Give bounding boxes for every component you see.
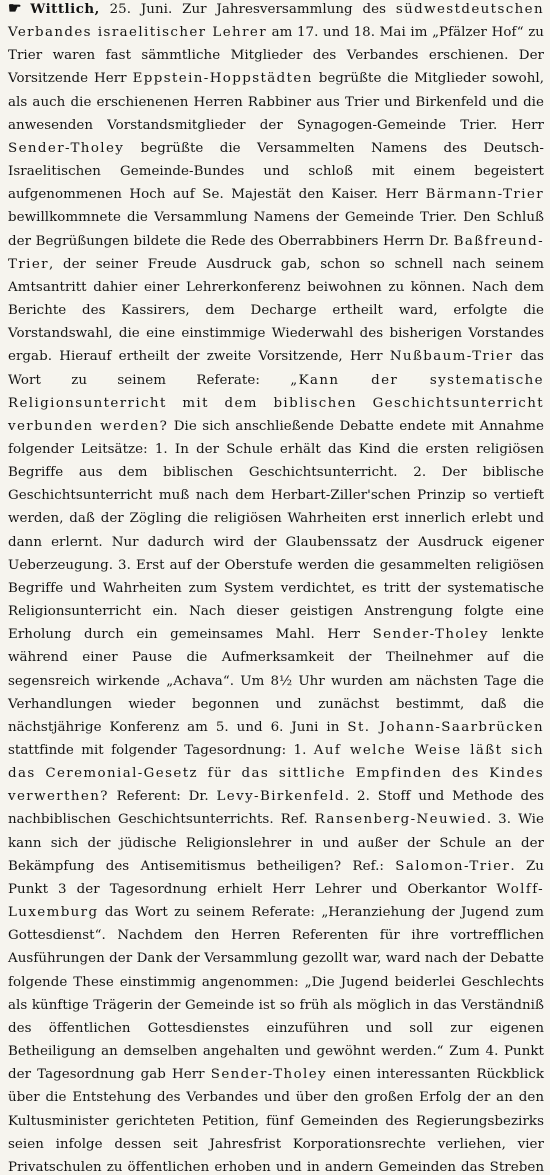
agenda-topic: Auf welche Weise läßt sich das Ceremonial-Gesetz für das sittliche Empfinden des Kindes verwerthen?	[8, 743, 544, 805]
article-text: begrüßte die Versammelten Namens des Deutsch-Israelitischen Gemeinde-Bundes und schloß mit einem begeistert aufgenommenen Hoch auf Se. Majestät den Kaiser. Herr	[8, 140, 544, 203]
person-name: Sender-Tholey	[8, 140, 125, 156]
article-text: lenkte während einer Pause die Aufmerksamkeit der Theilnehmer auf die segensreich wirkende „Achava“. Um 8½ Uhr wurden am nächsten Tage die Verhandlungen wieder begonnen und zunächst bestimmt, daß die nächstjährige Konferenz am 5. und 6. Juni in	[8, 627, 544, 735]
person-name: Baßfreund-Trier	[8, 233, 544, 272]
article-text: . 3. Wie kann sich der jüdische Religionslehrer in und außer der Schule an der Bekämpfung des Antisemitismus betheiligen? Ref.:	[8, 812, 544, 874]
person-name: Wolff-Luxemburg	[8, 881, 544, 921]
conference-location: St. Johann-Saarbrücken	[347, 719, 544, 735]
person-name: Ransenberg-Neuwied	[314, 812, 487, 828]
association-name: südwestdeutschen Verbandes israelitischer Lehrer	[8, 2, 544, 41]
person-name: Bärmann-Trier	[425, 187, 544, 203]
article-text: einen interessanten Rückblick über die Entstehung des Verbandes und über den großen Erfolg der an den Kultusminister gerichteten Petition, fünf Gemeinden des Regierungsbezirks seien infolge dessen seit Jahresfrist Korporationsrechte verliehen, vier Privatschulen zu öffentlichen erhoben und in andern Gemeinden das Streben	[8, 1067, 544, 1175]
article-text: . Zu Punkt 3 der Tagesordnung erhielt Herr Lehrer und Oberkantor	[8, 858, 544, 897]
article-text: stattfinde mit folgender Tagesordnung: 1.	[8, 743, 314, 758]
person-name: Eppstein-Hoppstädten	[132, 71, 313, 87]
pointing-hand-icon: ☛	[8, 0, 21, 17]
article-text: Die sich anschließende Debatte endete mit Annahme folgender Leitsätze: 1. In der Schule erhält das Kind die ersten religiösen Begriffe aus dem biblischen Geschichtsunterricht. 2. Der biblische Geschichtsunterricht muß nach dem Herbart-Ziller'schen Prinzip so vertieft werden, daß der Zögling die religiösen Wahrheiten erst innerlich erlebt und dann erlernt. Nur dadurch wird der Glaubenssatz der Ausdruck eigener Ueberzeugung. 3. Erst auf der Oberstufe werden die gesammelten religiösen Begriffe und Wahrheiten zum System verdichtet, es tritt der systematische Religionsunterricht ein. Nach dieser geistigen Anstrengung folgte eine Erholung durch ein gemeinsames Mahl. Herr	[8, 418, 544, 643]
article-text: , der seiner Freude Ausdruck gab, schon so schnell nach seinem Amtsantritt dahier einer Lehrerkonferenz beiwohnen zu können. Nach dem Berichte des Kassirers, dem Decharge ertheilt ward, erfolgte die Vorstandswahl, die eine einstimmige Wiederwahl des bisherigen Vorstandes ergab. Hierauf ertheilt der zweite Vorsitzende, Herr	[8, 256, 544, 365]
person-name: Salomon-Trier	[395, 858, 511, 874]
person-name: Levy-Birkenfeld	[216, 789, 345, 805]
news-article	[8, 0, 544, 1175]
article-text: . 2. Stoff und Methode des nachbiblischen Geschichtsunterrichts. Ref.	[8, 789, 545, 828]
article-text: das Wort zu seinem Referate:	[8, 349, 544, 388]
article-text: begrüßte die Mitglieder sowohl, als auch die erschienenen Herren Rabbiner aus Trier und Birkenfeld und die anwesenden Vorstandsmitglieder der Synagogen-Gemeinde Trier. Herr	[8, 71, 545, 133]
article-text: am 17. und 18. Mai im „Pfälzer Hof“ zu Trier waren fast sämmtliche Mitglieder des Verbandes erschienen. Der Vorsitzende Herr	[8, 25, 544, 87]
person-name: Sender-Tholey	[372, 627, 489, 643]
article-text: das Wort zu seinem Referate: „Heranziehung der Jugend zum Gottesdienst“. Nachdem den Herren Referenten für ihre vortrefflichen Ausführungen der Dank der Versammlung gezollt war, ward nach der Debatte folgende These einstimmig angenommen: „Die Jugend beiderlei Geschlechts als künftige Trägerin der Gemeinde ist so früh als möglich in das Verständniß des öffentlichen Gottesdienstes einzuführen und soll zur eigenen Betheiligung an demselben angehalten und gewöhnt werden.“ Zum 4. Punkt der Tagesordnung gab Herr	[8, 905, 544, 1083]
person-name: Sender-Tholey	[210, 1067, 328, 1083]
article-text: Referent: Dr.	[108, 789, 217, 805]
dateline-place: Wittlich,	[30, 1, 100, 17]
article-text: bewillkommnete die Versammlung Namens der Gemeinde Trier. Den Schluß der Begrüßungen bildete die Rede des Oberrabbiners Herrn Dr.	[8, 210, 544, 249]
person-name: Nußbaum-Trier	[389, 349, 514, 365]
article-text: Zur Jahresversammlung des	[172, 2, 396, 17]
lecture-title: „Kann der systematische Religionsunterricht mit dem biblischen Geschichtsunterricht verbunden werden?	[8, 372, 544, 434]
dateline-date: 25. Juni.	[99, 2, 173, 17]
